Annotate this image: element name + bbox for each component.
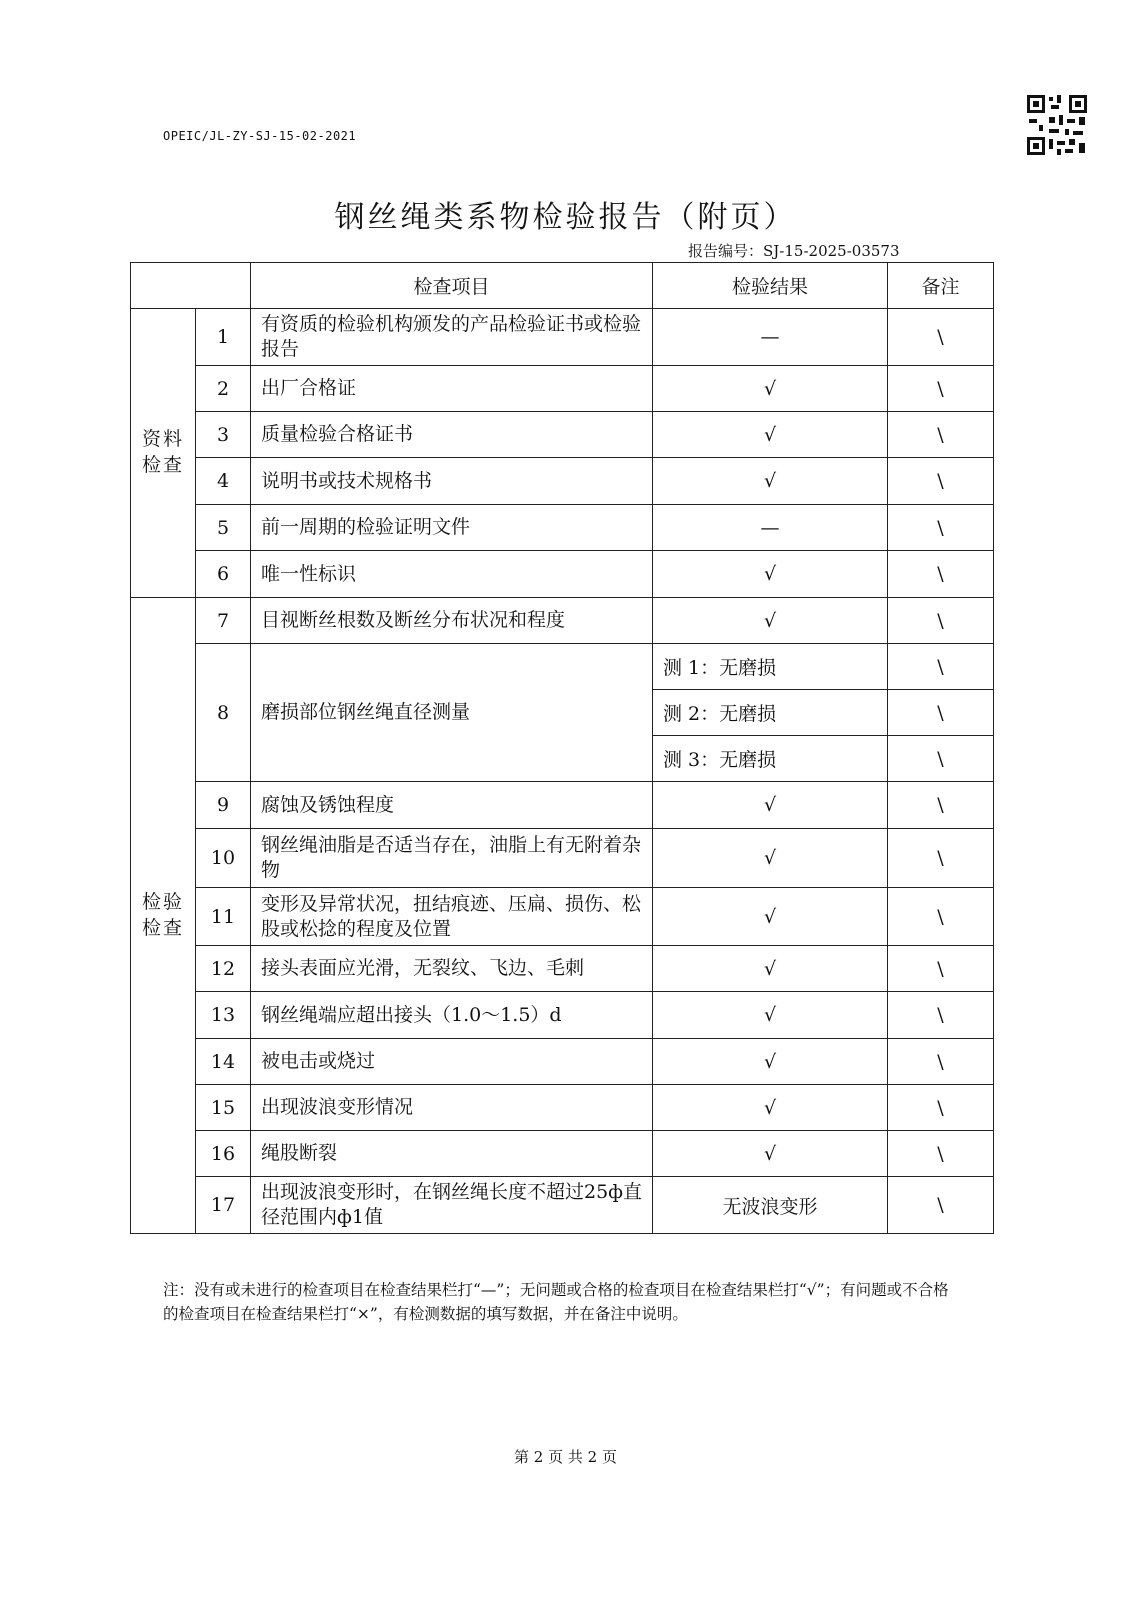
- row-result: √: [653, 946, 888, 992]
- row-result: √: [653, 412, 888, 458]
- row-remark: \: [888, 551, 994, 598]
- row-result: √: [653, 829, 888, 888]
- table-row: [131, 309, 994, 366]
- table-row: [131, 829, 994, 888]
- row-number: 2: [196, 366, 251, 412]
- category-inspect: 检验检查: [131, 598, 196, 1234]
- row-number: 1: [196, 309, 251, 366]
- row-result: √: [653, 1085, 888, 1131]
- table-header-row: [131, 263, 994, 309]
- row-item: 磨损部位钢丝绳直径测量: [251, 644, 653, 782]
- row-item: 质量检验合格证书: [251, 412, 653, 458]
- row-number: 12: [196, 946, 251, 992]
- table-row: [131, 1131, 994, 1177]
- row-item: 钢丝绳端应超出接头（1.0～1.5）d: [251, 992, 653, 1039]
- row-remark: \: [888, 366, 994, 412]
- row-number: 5: [196, 505, 251, 551]
- row-remark: \: [888, 888, 994, 946]
- category-docs: 资料检查: [131, 309, 196, 598]
- inspection-table: [130, 262, 994, 1234]
- row-item: 出现波浪变形情况: [251, 1085, 653, 1131]
- row-remark: \: [888, 690, 994, 736]
- row-remark: \: [888, 1039, 994, 1085]
- table-row: [131, 946, 994, 992]
- row-remark: \: [888, 992, 994, 1039]
- row-result: √: [653, 1039, 888, 1085]
- row-result: 测 1：无磨损: [653, 644, 888, 690]
- row-remark: \: [888, 1131, 994, 1177]
- row-result: √: [653, 551, 888, 598]
- row-item: 说明书或技术规格书: [251, 458, 653, 505]
- table-row: [131, 1177, 994, 1234]
- row-remark: \: [888, 782, 994, 829]
- row-number: 9: [196, 782, 251, 829]
- table-row: [131, 551, 994, 598]
- table-row: [131, 644, 994, 690]
- document-code: OPEIC/JL-ZY-SJ-15-02-2021: [163, 129, 357, 143]
- row-remark: \: [888, 946, 994, 992]
- row-remark: \: [888, 458, 994, 505]
- row-remark: \: [888, 736, 994, 782]
- row-number: 11: [196, 888, 251, 946]
- row-remark: \: [888, 1177, 994, 1234]
- footnote: 注：没有或未进行的检查项目在检查结果栏打“—”；无问题或合格的检查项目在检查结果栏打“√”；有问题或不合格的检查项目在检查结果栏打“×”，有检测数据的填写数据，并在备注中说明。: [163, 1281, 949, 1323]
- table-row: [131, 412, 994, 458]
- row-result: √: [653, 598, 888, 644]
- row-remark: \: [888, 309, 994, 366]
- row-number: 8: [196, 644, 251, 782]
- row-item: 绳股断裂: [251, 1131, 653, 1177]
- row-item: 前一周期的检验证明文件: [251, 505, 653, 551]
- row-result: √: [653, 366, 888, 412]
- table-row: [131, 888, 994, 946]
- row-remark: \: [888, 598, 994, 644]
- row-item: 被电击或烧过: [251, 1039, 653, 1085]
- table-row: [131, 458, 994, 505]
- report-number-value: SJ-15-2025-03573: [763, 242, 900, 260]
- row-item: 目视断丝根数及断丝分布状况和程度: [251, 598, 653, 644]
- row-result: —: [653, 505, 888, 551]
- row-result: 测 3：无磨损: [653, 736, 888, 782]
- header-result: 检验结果: [653, 263, 888, 309]
- row-number: 16: [196, 1131, 251, 1177]
- row-number: 17: [196, 1177, 251, 1234]
- table-row: [131, 992, 994, 1039]
- row-number: 15: [196, 1085, 251, 1131]
- row-result: √: [653, 888, 888, 946]
- row-result: √: [653, 1131, 888, 1177]
- row-result: √: [653, 992, 888, 1039]
- row-number: 14: [196, 1039, 251, 1085]
- row-number: 4: [196, 458, 251, 505]
- qr-code-icon: [1025, 93, 1089, 157]
- row-result: √: [653, 458, 888, 505]
- row-number: 7: [196, 598, 251, 644]
- row-item: 钢丝绳油脂是否适当存在，油脂上有无附着杂物: [251, 829, 653, 888]
- table-row: [131, 598, 994, 644]
- row-result: —: [653, 309, 888, 366]
- header-remark: 备注: [888, 263, 994, 309]
- row-item: 出现波浪变形时，在钢丝绳长度不超过25ф直径范围内ф1值: [251, 1177, 653, 1234]
- table-row: [131, 782, 994, 829]
- row-item: 腐蚀及锈蚀程度: [251, 782, 653, 829]
- row-result: 测 2：无磨损: [653, 690, 888, 736]
- row-item: 出厂合格证: [251, 366, 653, 412]
- table-row: [131, 1085, 994, 1131]
- row-number: 10: [196, 829, 251, 888]
- row-remark: \: [888, 1085, 994, 1131]
- table-row: [131, 505, 994, 551]
- page-number: 第 2 页 共 2 页: [514, 1448, 617, 1466]
- row-remark: \: [888, 412, 994, 458]
- header-blank: [131, 263, 251, 309]
- row-number: 3: [196, 412, 251, 458]
- row-result: 无波浪变形: [653, 1177, 888, 1234]
- row-item: 接头表面应光滑，无裂纹、飞边、毛刺: [251, 946, 653, 992]
- table-row: [131, 1039, 994, 1085]
- report-number: [688, 240, 900, 261]
- header-item: 检查项目: [251, 263, 653, 309]
- row-remark: \: [888, 505, 994, 551]
- row-item: 唯一性标识: [251, 551, 653, 598]
- row-number: 6: [196, 551, 251, 598]
- row-remark: \: [888, 829, 994, 888]
- row-number: 13: [196, 992, 251, 1039]
- table-row: [131, 366, 994, 412]
- row-remark: \: [888, 644, 994, 690]
- row-item: 变形及异常状况，扭结痕迹、压扁、损伤、松股或松捻的程度及位置: [251, 888, 653, 946]
- row-item: 有资质的检验机构颁发的产品检验证书或检验报告: [251, 309, 653, 366]
- row-result: √: [653, 782, 888, 829]
- report-title: 钢丝绳类系物检验报告（附页）: [334, 200, 797, 235]
- report-number-label: 报告编号：: [688, 242, 764, 260]
